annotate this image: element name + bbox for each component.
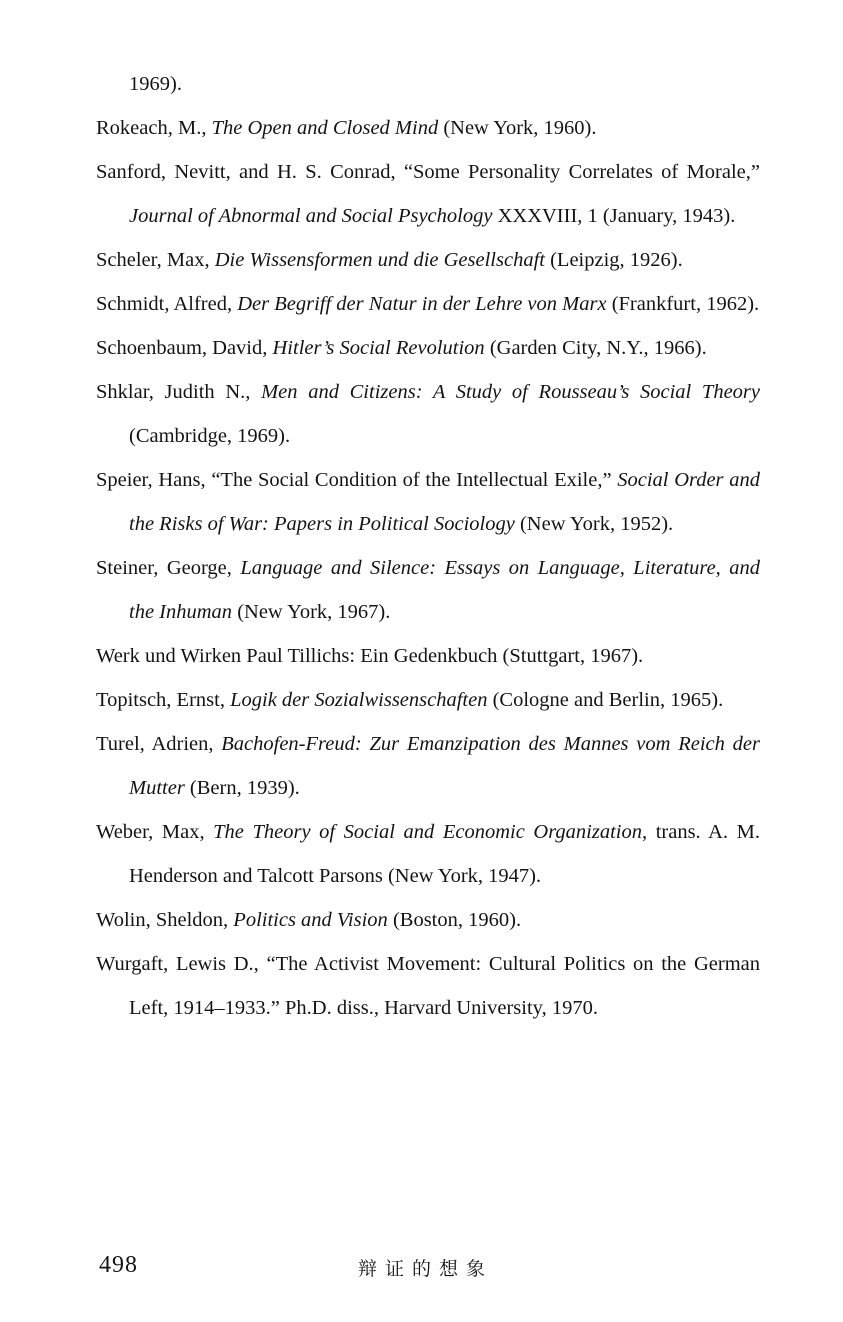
work-title-text: The Open and Closed Mind	[211, 117, 439, 139]
work-title-text: Language and Silence: Essays on Language, Literature, and the Inhuman	[129, 557, 760, 623]
bibliography-entry	[96, 326, 760, 370]
entry-text: Schmidt, Alfred,	[96, 293, 238, 315]
work-title-text: Social Order and the Risks of War: Papers in Political Sociology	[129, 469, 760, 535]
entry-text: Sanford, Nevitt, and H. S. Conrad, “Some Personality Correlates of Morale,”	[96, 161, 760, 183]
entry-text: Shklar, Judith N.,	[96, 381, 262, 403]
entry-text: Wurgaft, Lewis D., “The Activist Movement: Cultural Politics on the German Left, 1914–1933.” Ph.D. diss., Harvard University, 1970.	[96, 953, 760, 1019]
entry-text: Rokeach, M.,	[96, 117, 212, 139]
work-title-text: The Theory of Social and Economic Organization	[213, 821, 642, 843]
bibliography-entry	[96, 942, 760, 1030]
entry-text: Speier, Hans, “The Social Condition of the Intellectual Exile,”	[96, 469, 618, 491]
bibliography-entry	[96, 722, 760, 810]
work-title-text: Journal of Abnormal and Social Psychology	[129, 205, 493, 227]
work-title-text: Bachofen-Freud: Zur Emanzipation des Mannes vom Reich der Mutter	[129, 733, 760, 799]
entry-text: Weber, Max,	[96, 821, 214, 843]
bibliography-entry	[96, 150, 760, 238]
entry-text: , trans. A. M. Henderson and Talcott Parsons (New York, 1947).	[129, 821, 760, 887]
entry-text: Steiner, George,	[96, 557, 241, 579]
entry-text: (Frankfurt, 1962).	[606, 293, 760, 315]
entry-text: Schoenbaum, David,	[96, 337, 273, 359]
work-title-text: Der Begriff der Natur in der Lehre von Marx	[237, 293, 607, 315]
entry-text: XXXVIII, 1 (January, 1943).	[492, 205, 736, 227]
bibliography-entry	[96, 458, 760, 546]
work-title-text: Die Wissensformen und die Gesellschaft	[214, 249, 545, 271]
bibliography-entry	[96, 898, 760, 942]
entry-text: (Boston, 1960).	[387, 909, 522, 931]
entry-text: (Garden City, N.Y., 1966).	[484, 337, 707, 359]
bibliography-entry	[96, 810, 760, 898]
entry-text: (Bern, 1939).	[184, 777, 300, 799]
entry-text: (Cambridge, 1969).	[129, 425, 291, 447]
entry-text: (Cologne and Berlin, 1965).	[487, 689, 724, 711]
entry-text: Werk und Wirken Paul Tillichs: Ein Gedenkbuch (Stuttgart, 1967).	[96, 645, 644, 667]
page-number: 498	[99, 1252, 138, 1278]
bibliography-entry	[96, 370, 760, 458]
entry-text: Turel, Adrien,	[96, 733, 222, 755]
bibliography-entry	[96, 678, 760, 722]
work-title-text: Politics and Vision	[233, 909, 388, 931]
work-title-text: Logik der Sozialwissenschaften	[230, 689, 488, 711]
bibliography-entry	[96, 238, 760, 282]
bibliography-entry	[96, 634, 760, 678]
bibliography-entry-continuation	[96, 62, 760, 106]
entry-text: Wolin, Sheldon,	[96, 909, 234, 931]
entry-text: (Leipzig, 1926).	[544, 249, 683, 271]
bibliography-entry	[96, 546, 760, 634]
bibliography-list	[96, 62, 760, 1030]
bibliography-entry	[96, 106, 760, 150]
entry-text: (New York, 1960).	[438, 117, 597, 139]
entry-text: 1969).	[129, 73, 182, 95]
work-title-text: Men and Citizens: A Study of Rousseau’s Social Theory	[261, 381, 760, 403]
entry-text: Topitsch, Ernst,	[96, 689, 231, 711]
entry-text: Scheler, Max,	[96, 249, 215, 271]
entry-text: (New York, 1952).	[514, 513, 674, 535]
bibliography-entry	[96, 282, 760, 326]
running-title: 辩证的想象	[357, 1259, 493, 1280]
work-title-text: Hitler’s Social Revolution	[272, 337, 485, 359]
entry-text: (New York, 1967).	[232, 601, 391, 623]
